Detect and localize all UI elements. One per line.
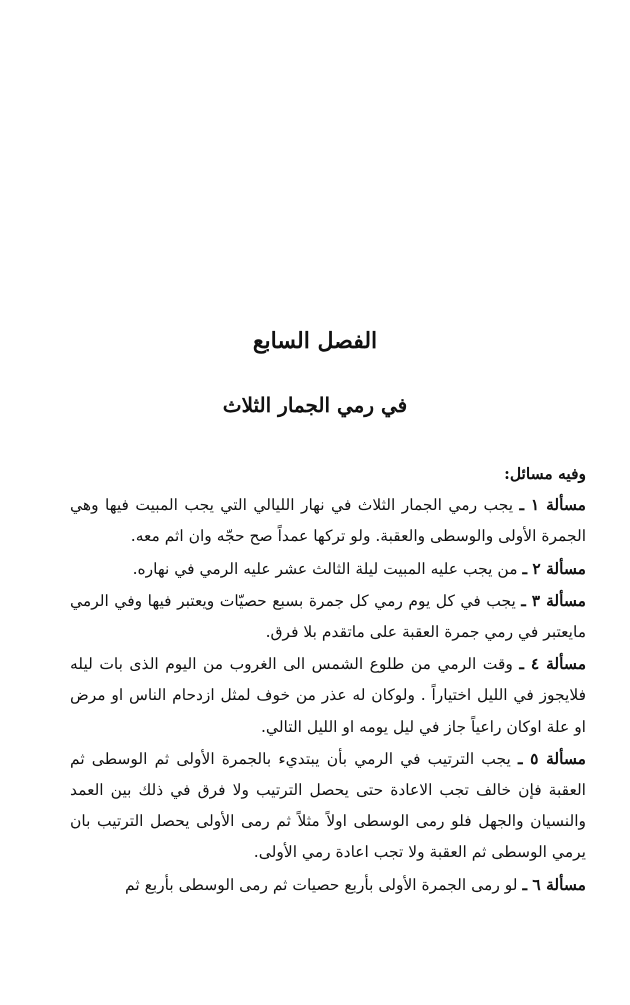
issue-4 [70, 648, 586, 743]
issue-text: من يجب عليه المبيت ليلة الثالث عشر عليه الرمي في نهاره. [132, 559, 518, 578]
issue-label: مسألة ٥ ـ [518, 748, 586, 768]
chapter-body [70, 458, 586, 901]
issue-5 [70, 743, 586, 869]
chapter-subtitle: في رمي الجمار الثلاث [222, 393, 408, 417]
issue-label: مسألة ١ ـ [519, 495, 586, 515]
issue-label: مسألة ٦ ـ [522, 874, 586, 894]
issue-text: يجب في كل يوم رمي كل جمرة بسبع حصيّات ويعتبر فيها وفي الرمي مايعتبر في رمي جمرة العقبة على ماتقدم بلا فرق. [70, 591, 586, 642]
issue-text: يجب الترتيب في الرمي بأن يبتديء بالجمرة الأولى ثم الوسطى ثم العقبة فإن خالف تجب الاعادة حتى يحصل الترتيب ولا فرق في ذلك بين العمد والنسيان والجهل فلو رمى الوسطى اولاً مثلاً ثم رمى الأولى يحصل الترتيب بان يرمي الوسطى ثم العقبة ولا تجب اعادة رمي الأولى. [70, 749, 586, 862]
issue-1 [70, 489, 586, 552]
issue-6 [70, 869, 586, 901]
issue-3 [70, 585, 586, 648]
chapter-title: الفصل السابع [252, 328, 378, 354]
issues-intro: وفيه مسائل: [504, 464, 586, 483]
issue-text: وقت الرمي من طلوع الشمس الى الغروب من اليوم الذى بات ليله فلايجوز في الليل اختياراً . ولوكان له عذر من خوف لمثل ازدحام الناس او مرض او علة اوكان راعياً جاز في ليل يومه او الليل التالي. [70, 655, 586, 736]
issue-label: مسألة ٢ ـ [522, 558, 586, 578]
issue-text: يجب رمي الجمار الثلاث في نهار الليالي التي يجب المبيت فيها وهي الجمرة الأولى والوسطى والعقبة. ولو تركها عمداً صح حجّه وان اثم معه. [70, 496, 586, 546]
issue-2 [70, 553, 586, 585]
issue-text: لو رمى الجمرة الأولى بأربع حصيات ثم رمى الوسطى بأربع ثم [125, 875, 518, 894]
issue-label: مسألة ٤ ـ [519, 654, 587, 674]
issue-label: مسألة ٣ ـ [521, 590, 586, 610]
